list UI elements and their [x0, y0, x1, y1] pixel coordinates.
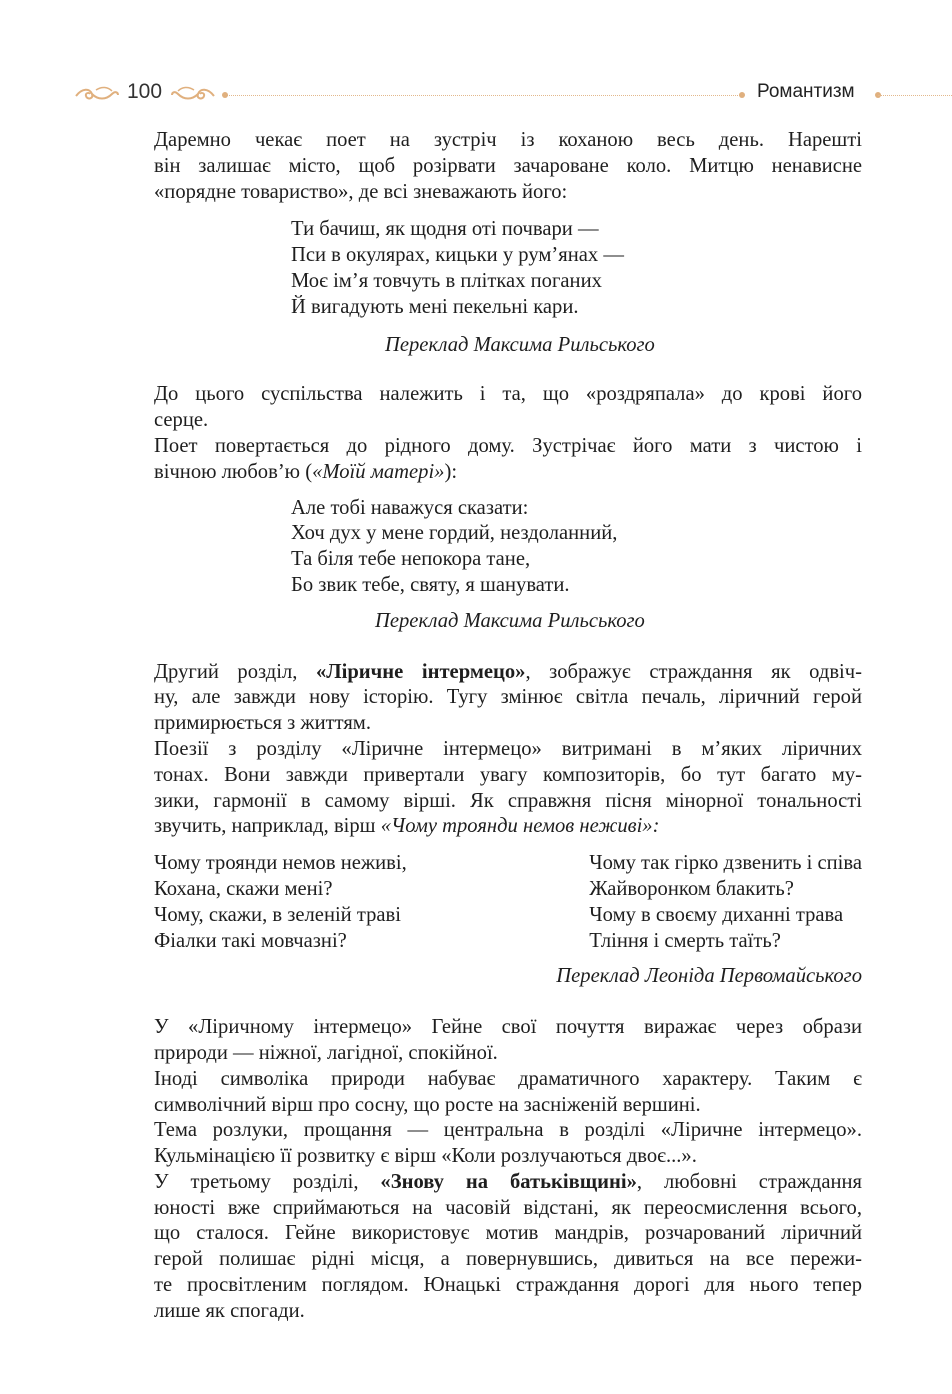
swirl-ornament-icon: [74, 84, 120, 104]
paragraph: [154, 1118, 862, 1170]
verse-line: Фіалки такі мовчазні?: [154, 929, 347, 952]
section-title: Романтизм: [757, 81, 855, 102]
paragraph: [154, 1067, 862, 1119]
text-line: ну, але завжди нову історію. Тугу змінює світла печаль, ліричний герой: [154, 686, 862, 709]
text-line: Поет повертається до рідного дому. Зустрічає його мати з чистою і: [154, 434, 862, 457]
header-rule: [226, 95, 742, 96]
paragraph: [154, 660, 862, 737]
translation-credit: Переклад Леоніда Первомайського: [556, 965, 862, 988]
paragraph: [154, 737, 862, 840]
page-header: [0, 78, 952, 112]
text-line: він залишає місто, щоб розірвати зачароване коло. Митцю ненависне: [154, 154, 862, 177]
text-line: Іноді символіка природи набуває драматичного характеру. Таким є: [154, 1067, 862, 1090]
rule-dot: [222, 92, 228, 98]
paragraph: [154, 128, 862, 205]
verse-line: Ти бачиш, як щодня оті почвари —: [291, 218, 599, 241]
text-line: серце.: [154, 409, 209, 432]
poem-column-right: [589, 851, 862, 954]
paragraph: [154, 1170, 862, 1325]
poem-two-column: [154, 851, 862, 954]
text-line: звучить, наприклад, вірш «Чому троянди немов неживі»:: [154, 815, 660, 838]
text-line: «порядне товариство», де всі зневажають його:: [154, 180, 568, 203]
verse-line: Чому так гірко дзвенить і співа: [589, 852, 862, 875]
text-line: У «Ліричному інтермецо» Гейне свої почуття виражає через образи: [154, 1016, 862, 1039]
paragraph: [154, 382, 862, 434]
poem-title: «Моїй матері»: [312, 460, 445, 483]
verse-line: Й вигадують мені пекельні кари.: [291, 295, 579, 318]
verse-line: Чому в своєму диханні трава: [589, 903, 844, 926]
verse-line: Хоч дух у мене гордий, нездоланний,: [291, 522, 618, 545]
section-name: «Ліричне інтермецо»: [315, 660, 526, 683]
translation-credit: Переклад Максима Рильського: [375, 609, 645, 632]
text-line: герой полишає рідні місця, а повернувшись, дивиться на все пережи-: [154, 1248, 862, 1271]
text-line: те просвітленим поглядом. Юнацькі страждання дорогі для нього тепер: [154, 1274, 862, 1297]
text-line: Даремно чекає поет на зустріч із коханою весь день. Нарешті: [154, 129, 862, 151]
text-line: тонах. Вони завжди привертали увагу композиторів, бо тут багато му-: [154, 763, 862, 786]
verse-line: Але тобі наважуся сказати:: [291, 496, 529, 519]
text-line: природи — ніжної, лагідної, спокійної.: [154, 1041, 498, 1064]
text-line: Тема розлуки, прощання — центральна в розділі «Ліричне інтермецо».: [154, 1119, 862, 1142]
poem-column-left: [154, 851, 407, 954]
poem-title: «Чому троянди немов неживі»:: [380, 815, 660, 838]
translation-credit: Переклад Максима Рильського: [385, 333, 655, 356]
text-line: вічною любов’ю («Моїй матері»):: [154, 460, 458, 483]
page-content: [154, 128, 862, 1325]
section-name: «Знову на батьківщині»: [380, 1170, 637, 1193]
verse-line: Бо звик тебе, святу, я шанувати.: [291, 573, 570, 596]
text-line: лише як спогади.: [154, 1299, 305, 1322]
verse-line: Чому троянди немов неживі,: [154, 852, 407, 875]
verse-line: Моє ім’я товчуть в плітках поганих: [291, 269, 602, 292]
text-line: юності вже сприймаються на часовій відстані, як переосмислення всього,: [154, 1196, 862, 1219]
text-line: Кульмінацією її розвитку є вірш «Коли розлучаються двоє...».: [154, 1145, 697, 1168]
verse-line: Та біля тебе непокора тане,: [291, 548, 531, 571]
paragraph: [154, 1015, 862, 1067]
text-line: зики, гармонії в самому вірші. Як справжня пісня мінорної тональності: [154, 789, 862, 812]
swirl-ornament-icon: [170, 84, 216, 104]
text-line: Поезії з розділу «Ліричне інтермецо» витримані в м’яких ліричних: [154, 737, 862, 760]
paragraph: [154, 434, 862, 486]
poem-quote: [291, 496, 862, 599]
text-line: примирюється з життям.: [154, 712, 371, 735]
verse-line: Чому, скажи, в зеленій траві: [154, 903, 401, 926]
verse-line: Пси в окулярах, кицьки у рум’янах —: [291, 244, 624, 267]
text-line: символічний вірш про сосну, що росте на засніженій вершині.: [154, 1093, 701, 1116]
verse-line: Тління і смерть таїть?: [589, 929, 781, 952]
header-rule: [878, 95, 952, 96]
rule-dot: [739, 92, 745, 98]
text-line: До цього суспільства належить і та, що «роздряпала» до крові його: [154, 383, 862, 406]
page-number: 100: [127, 80, 163, 103]
text-line: що сталося. Гейне використовує мотив мандрів, розчарований ліричний: [154, 1222, 862, 1245]
verse-line: Жайворонком блакить?: [589, 877, 794, 900]
text-line: У третьому розділі, «Знову на батьківщині», любовні страждання: [154, 1170, 863, 1193]
text-line: Другий розділ, «Ліричне інтермецо», зображує страждання як одвіч-: [154, 660, 862, 683]
verse-line: Кохана, скажи мені?: [154, 877, 333, 900]
poem-quote: [291, 217, 862, 320]
